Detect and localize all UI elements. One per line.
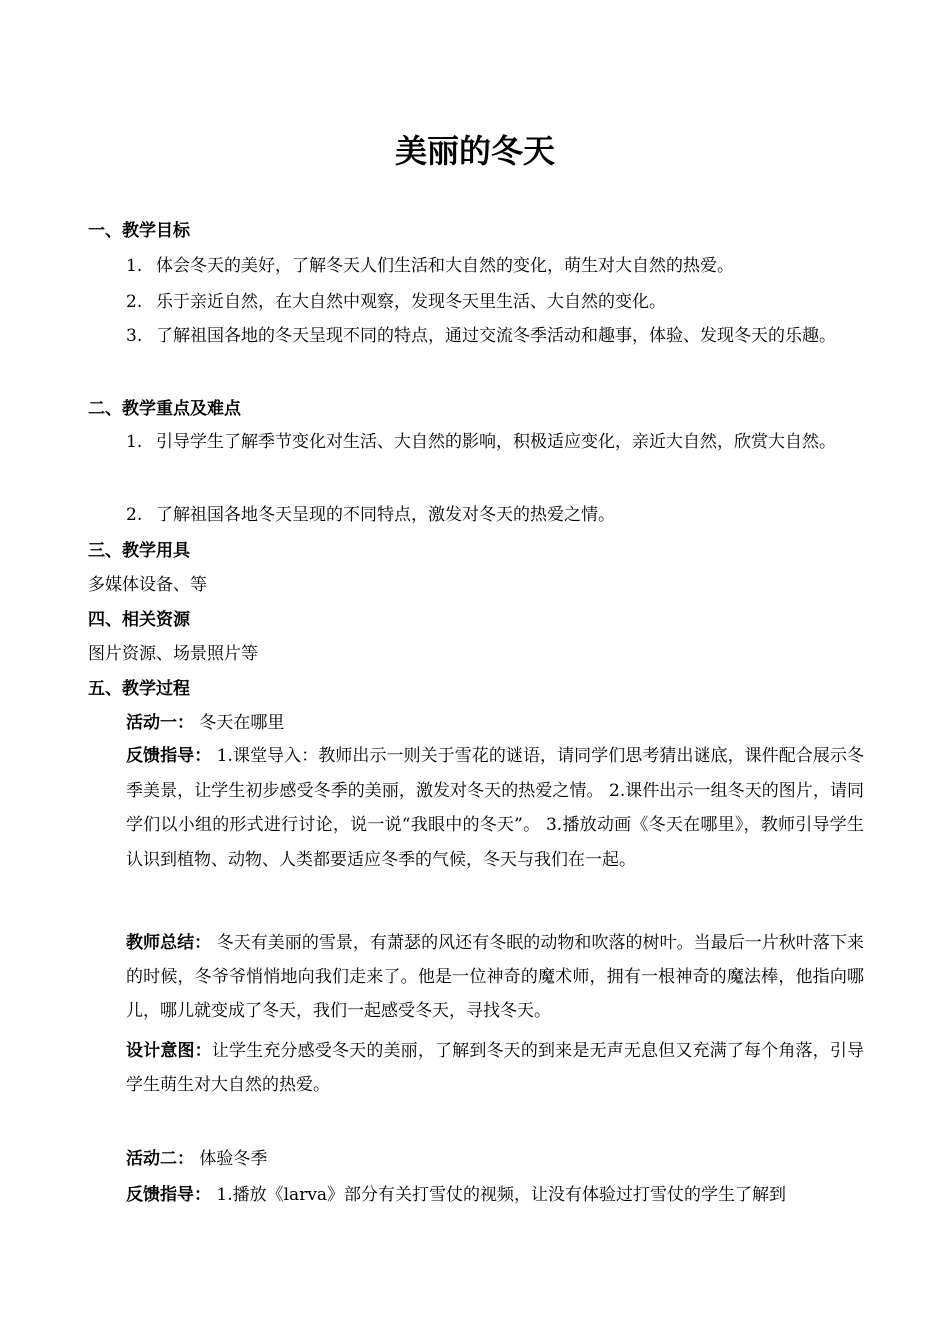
list-item-number: 2. [126,505,143,525]
list-item [126,318,864,354]
activity-one-feedback [126,739,864,877]
activity-two-label: 活动二： [126,1149,194,1169]
list-item-text: 了解祖国各地冬天呈现的不同特点，激发对冬天的热爱之情。 [156,505,615,525]
list-item-number: 1. [126,432,143,452]
intent-label: 设计意图： [126,1041,212,1061]
list-item [126,497,864,533]
activity-two-title: 体验冬季 [194,1149,268,1169]
list-item-number: 3. [126,326,143,346]
section-heading-tools: 三、教学用具 [88,541,190,561]
document-title: 美丽的冬天 [394,132,555,170]
list-item-number: 1. [126,256,143,276]
design-intent [126,1034,864,1102]
section-heading-key-points: 二、教学重点及难点 [88,399,241,419]
feedback-label: 反馈指导： [126,746,212,766]
section-text-tools: 多媒体设备、等 [88,575,207,595]
activity-one-label: 活动一： [126,713,194,733]
list-item-text: 体会冬天的美好，了解冬天人们生活和大自然的变化，萌生对大自然的热爱。 [156,256,734,276]
list-item-text: 引导学生了解季节变化对生活、大自然的影响，积极适应变化，亲近大自然，欣赏大自然。 [156,432,836,452]
section-heading-resources: 四、相关资源 [88,610,190,630]
activity-one-title: 冬天在哪里 [194,713,285,733]
section-text-resources: 图片资源、场景照片等 [88,644,258,664]
feedback-text: 1.课堂导入：教师出示一则关于雪花的谜语，请同学们思考猜出谜底，课件配合展示冬季美景，让学生初步感受冬季的美丽，激发对冬天的热爱之情。 2.课件出示一组冬天的图片，请同学们以小组的形式进行讨论，说一说“我眼中的冬天”。 3.播放动画《冬天在哪里》，教师引导学生认识到植物、动物、人类都要适应冬季的气候，冬天与我们在一起。 [126,746,865,870]
list-item [126,284,864,320]
activity-one-heading [126,711,864,735]
list-item [126,424,864,460]
feedback-label: 反馈指导： [126,1185,211,1205]
list-item-text: 乐于亲近自然，在大自然中观察，发现冬天里生活、大自然的变化。 [156,292,666,312]
summary-label: 教师总结： [126,933,212,953]
feedback-text: 1.播放《larva》部分有关打雪仗的视频，让没有体验过打雪仗的学生了解到 [211,1185,787,1205]
activity-two-heading [126,1147,864,1171]
section-heading-objectives: 一、教学目标 [88,221,190,241]
teacher-summary [126,926,864,1028]
list-item-number: 2. [126,292,143,312]
intent-text: 让学生充分感受冬天的美丽，了解到冬天的到来是无声无息但又充满了每个角落，引导学生萌生对大自然的热爱。 [126,1041,865,1095]
activity-two-feedback [126,1178,864,1212]
section-heading-process: 五、教学过程 [88,679,190,699]
list-item [126,248,864,284]
list-item-text: 了解祖国各地的冬天呈现不同的特点，通过交流冬季活动和趣事，体验、发现冬天的乐趣。 [156,326,836,346]
summary-text: 冬天有美丽的雪景，有萧瑟的风还有冬眠的动物和吹落的树叶。当最后一片秋叶落下来的时候，冬爷爷悄悄地向我们走来了。他是一位神奇的魔术师，拥有一根神奇的魔法棒，他指向哪儿，哪儿就变成了冬天，我们一起感受冬天，寻找冬天。 [126,933,864,1021]
